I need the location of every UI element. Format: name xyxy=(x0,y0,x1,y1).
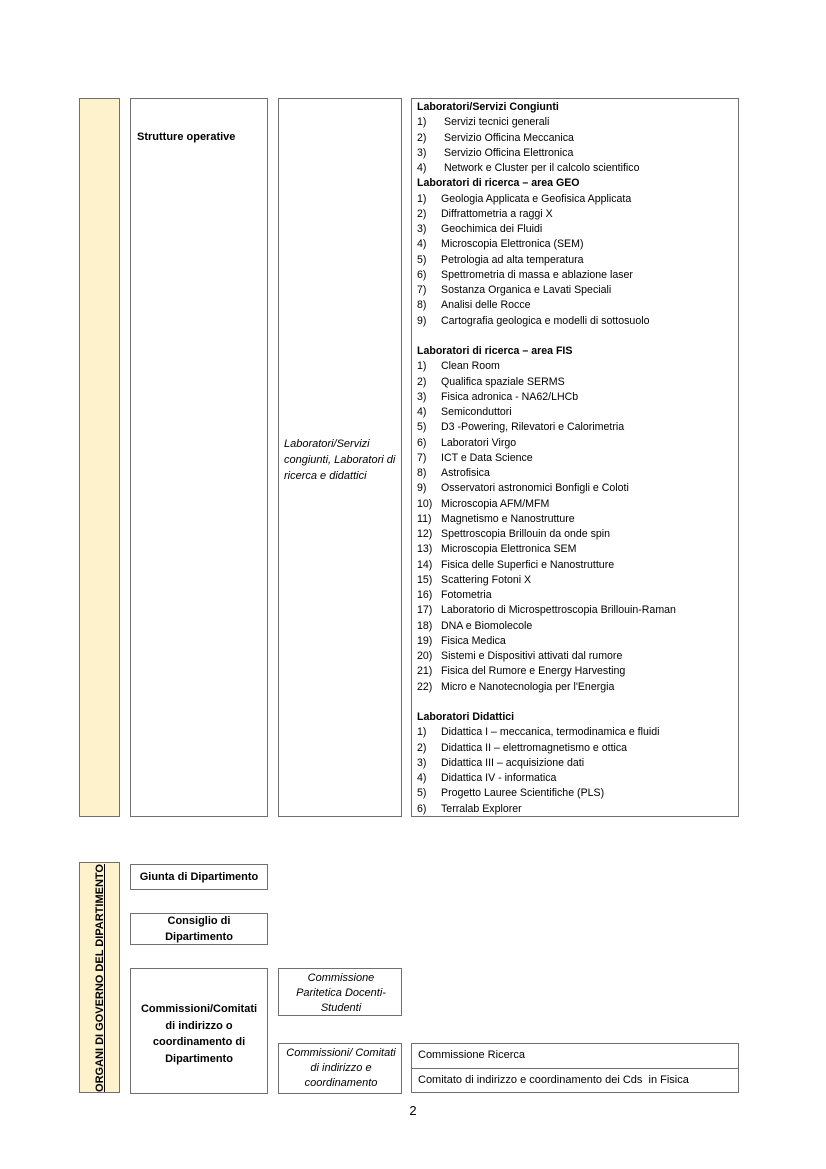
list-item xyxy=(417,497,735,512)
list-item-text: Progetto Lauree Scientifiche (PLS) xyxy=(441,787,605,800)
paritetica-label: Commissione Paritetica Docenti-Studenti xyxy=(296,972,386,1014)
list-item-number: 3) xyxy=(417,146,427,159)
consiglio-label: Consiglio di Dipartimento xyxy=(165,915,233,943)
comitati-cell xyxy=(278,1043,402,1094)
paritetica-cell xyxy=(278,968,402,1016)
list-item-text: Clean Room xyxy=(441,360,500,373)
list-item-number: 19) xyxy=(417,634,433,647)
list-item-text: Didattica II – elettromagnetismo e ottica xyxy=(441,741,628,754)
list-item-number: 7) xyxy=(417,451,427,464)
list-item-number: 2) xyxy=(417,375,427,388)
list-item xyxy=(417,237,735,252)
page-number: 2 xyxy=(409,1103,417,1118)
list-item-number: 4) xyxy=(417,238,427,251)
list-item-text: Petrologia ad alta temperatura xyxy=(441,253,584,266)
organi-vertical-label-wrapper xyxy=(80,864,120,1092)
list-item-text: Sistemi e Dispositivi attivati dal rumore xyxy=(441,650,623,662)
list-item-text: Fotometria xyxy=(441,589,492,601)
list-item-number: 12) xyxy=(417,528,433,540)
lab-section-title: Laboratori di ricerca – area FIS xyxy=(417,345,573,357)
list-item-number: 2) xyxy=(417,207,427,220)
orange-side-column xyxy=(79,98,120,817)
list-item-number: 15) xyxy=(417,573,433,586)
list-gap xyxy=(417,329,735,344)
list-item-text: Spettroscopia Brillouin da onde spin xyxy=(441,528,611,540)
list-item-text: Fisica del Rumore e Energy Harvesting xyxy=(441,665,626,678)
lab-section-title: Laboratori di ricerca – area GEO xyxy=(417,177,580,190)
list-item-text: Laboratorio di Microspettroscopia Brillouin-Raman xyxy=(441,604,676,617)
list-item xyxy=(417,131,735,146)
list-gap xyxy=(417,695,735,710)
list-item-text: Terralab Explorer xyxy=(441,802,522,815)
comitato-cds-label: Comitato di indirizzo e coordinamento dei Cds in Fisica xyxy=(418,1074,689,1086)
list-item-number: 8) xyxy=(417,467,427,479)
list-item-text: Didattica III – acquisizione dati xyxy=(441,756,585,769)
list-item-text: Fisica delle Superfici e Nanostrutture xyxy=(441,558,615,571)
list-item xyxy=(417,664,735,679)
list-item xyxy=(417,161,735,176)
list-item-text: Geologia Applicata e Geofisica Applicata xyxy=(441,192,632,205)
list-item-number: 1) xyxy=(417,360,427,373)
list-item xyxy=(417,680,735,695)
list-item xyxy=(417,481,735,496)
list-item-number: 3) xyxy=(417,390,427,403)
list-item xyxy=(417,314,735,329)
list-item xyxy=(417,725,735,740)
list-item-text: Analisi delle Rocce xyxy=(441,299,531,312)
list-item xyxy=(417,420,735,435)
list-item xyxy=(417,375,735,390)
list-item xyxy=(417,466,735,481)
list-item xyxy=(417,222,735,237)
list-item-number: 21) xyxy=(417,665,433,678)
list-item-number: 10) xyxy=(417,497,433,510)
list-item-number: 6) xyxy=(417,436,427,449)
list-item-text: Magnetismo e Nanostrutture xyxy=(441,512,575,525)
list-item-number: 18) xyxy=(417,619,433,632)
list-item-text: Microscopia Elettronica SEM xyxy=(441,543,577,556)
list-item xyxy=(417,283,735,298)
list-item xyxy=(417,527,735,542)
organi-vertical-label: ORGANI DI GOVERNO DEL DIPARTIMENTO xyxy=(94,864,106,1092)
list-item-text: DNA e Biomolecole xyxy=(441,619,533,632)
list-item xyxy=(417,542,735,557)
list-item-text: Microscopia AFM/MFM xyxy=(441,497,550,510)
list-item xyxy=(417,115,735,130)
list-item-text: Didattica I – meccanica, termodinamica e fluidi xyxy=(441,726,660,739)
list-item-number: 1) xyxy=(417,116,427,129)
list-item xyxy=(417,359,735,374)
list-item xyxy=(417,207,735,222)
list-item-text: Fisica adronica - NA62/LHCb xyxy=(441,390,579,403)
list-item xyxy=(417,558,735,573)
list-item xyxy=(417,192,735,207)
list-item-text: Astrofisica xyxy=(441,467,490,479)
list-item-number: 4) xyxy=(417,772,427,784)
list-item-text: Osservatori astronomici Bonfigli e Coloti xyxy=(441,482,629,495)
lab-list xyxy=(417,100,735,817)
list-item xyxy=(417,786,735,801)
list-item-number: 5) xyxy=(417,421,427,434)
list-item-text: Network e Cluster per il calcolo scientifico xyxy=(444,162,640,174)
list-item-number: 4) xyxy=(417,162,427,174)
list-item-text: Semiconduttori xyxy=(441,406,512,418)
strutture-operative-label: Strutture operative xyxy=(137,131,236,143)
list-item-number: 6) xyxy=(417,268,427,281)
list-item-number: 3) xyxy=(417,223,427,235)
list-item-text: Didattica IV - informatica xyxy=(441,772,557,784)
list-item xyxy=(417,268,735,283)
list-item xyxy=(417,756,735,771)
list-item-number: 16) xyxy=(417,589,433,601)
list-item xyxy=(417,802,735,817)
comitato-cds-cell xyxy=(411,1068,739,1093)
list-item xyxy=(417,771,735,786)
list-item-number: 2) xyxy=(417,741,427,754)
list-item xyxy=(417,451,735,466)
list-item-number: 9) xyxy=(417,314,427,327)
list-item-text: ICT e Data Science xyxy=(441,451,533,464)
list-item xyxy=(417,390,735,405)
list-item xyxy=(417,298,735,313)
list-item-number: 6) xyxy=(417,802,427,815)
list-item-number: 5) xyxy=(417,253,427,266)
list-item-number: 1) xyxy=(417,192,427,205)
list-item xyxy=(417,741,735,756)
list-item-number: 1) xyxy=(417,726,427,739)
lab-section-title: Laboratori Didattici xyxy=(417,711,515,723)
list-item-number: 20) xyxy=(417,650,433,662)
commissione-ricerca-label: Commissione Ricerca xyxy=(418,1049,525,1061)
list-item-text: Spettrometria di massa e ablazione laser xyxy=(441,268,633,281)
list-item-number: 3) xyxy=(417,756,427,769)
list-item xyxy=(417,649,735,664)
list-item-text: Microscopia Elettronica (SEM) xyxy=(441,238,584,251)
commissioni-label: Commissioni/Comitati di indirizzo o coordinamento di Dipartimento xyxy=(140,1003,258,1065)
list-item-number: 22) xyxy=(417,680,433,693)
list-item xyxy=(417,634,735,649)
list-item-text: Scattering Fotoni X xyxy=(441,573,532,586)
list-item xyxy=(417,588,735,603)
giunta-cell xyxy=(130,864,268,890)
list-item-number: 13) xyxy=(417,543,433,556)
list-item-text: Fisica Medica xyxy=(441,634,506,647)
list-item-text: Servizi tecnici generali xyxy=(444,116,550,129)
list-item-number: 14) xyxy=(417,558,433,571)
list-item-text: Diffrattometria a raggi X xyxy=(441,207,553,220)
list-item-text: Laboratori Virgo xyxy=(441,436,517,449)
list-item-text: Geochimica dei Fluidi xyxy=(441,223,543,235)
list-item-number: 4) xyxy=(417,406,427,418)
commissione-ricerca-cell xyxy=(411,1043,739,1069)
list-item-number: 5) xyxy=(417,787,427,800)
comitati-label: Commissioni/ Comitati di indirizzo e coordinamento xyxy=(286,1047,396,1089)
consiglio-cell xyxy=(130,913,268,945)
laboratori-category-cell xyxy=(278,98,402,817)
list-item-text: Servizio Officina Elettronica xyxy=(444,146,574,159)
list-item-text: Cartografia geologica e modelli di sottosuolo xyxy=(441,314,650,327)
list-item xyxy=(417,405,735,420)
list-item xyxy=(417,512,735,527)
list-item-text: Micro e Nanotecnologia per l'Energia xyxy=(441,680,615,693)
list-item-text: D3 -Powering, Rilevatori e Calorimetria xyxy=(441,421,625,434)
list-item-number: 11) xyxy=(417,512,432,525)
list-item-text: Qualifica spaziale SERMS xyxy=(441,375,565,388)
strutture-operative-cell xyxy=(130,98,268,817)
list-item-text: Sostanza Organica e Lavati Speciali xyxy=(441,284,612,296)
list-item xyxy=(417,573,735,588)
list-item-number: 7) xyxy=(417,284,427,296)
list-item-number: 9) xyxy=(417,482,427,495)
list-item xyxy=(417,253,735,268)
list-item xyxy=(417,603,735,618)
list-item xyxy=(417,436,735,451)
list-item-text: Servizio Officina Meccanica xyxy=(444,131,574,144)
commissioni-cell xyxy=(130,968,268,1094)
lab-section-title: Laboratori/Servizi Congiunti xyxy=(417,101,559,113)
list-item-number: 2) xyxy=(417,131,427,144)
list-item-number: 8) xyxy=(417,299,427,312)
list-item xyxy=(417,146,735,161)
laboratori-category-label: Laboratori/Servizi congiunti, Laboratori di ricerca e didattici xyxy=(284,438,396,482)
list-item xyxy=(417,619,735,634)
list-item-number: 17) xyxy=(417,604,433,617)
giunta-label: Giunta di Dipartimento xyxy=(139,871,259,883)
